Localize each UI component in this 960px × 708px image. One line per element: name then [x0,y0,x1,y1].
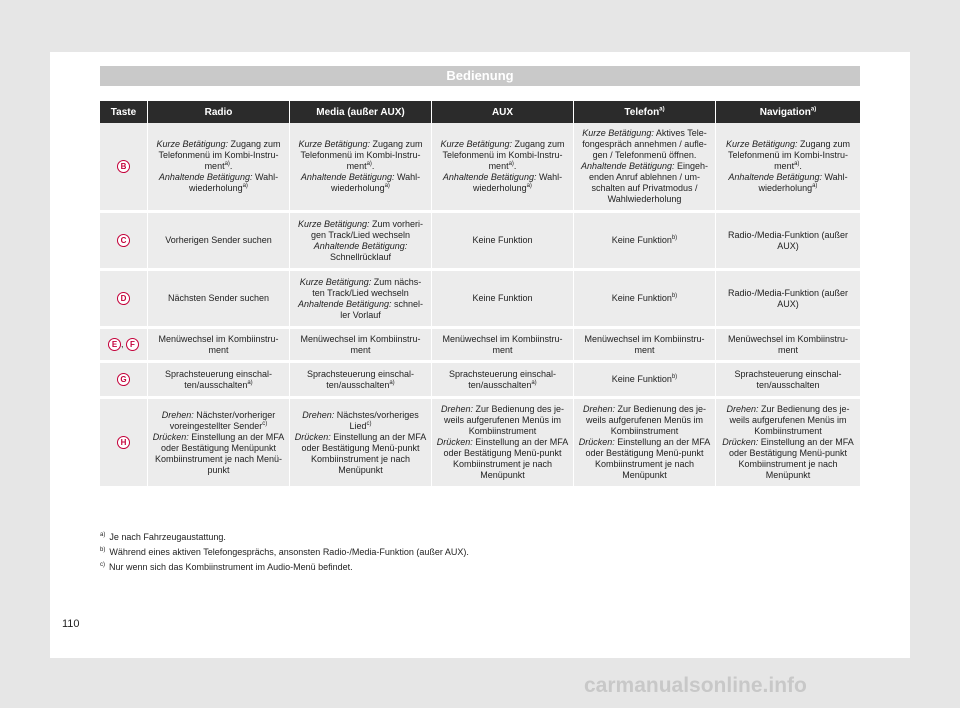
cell-radio [148,123,290,213]
cell-part [720,139,856,172]
cell-label-italic: Kurze Betätigung: [440,139,513,149]
cell-part [294,410,427,432]
footnote-mark: c) [262,420,268,427]
footnote-mark: a) [247,379,253,386]
key-cell [100,329,148,363]
cell-text: Zum vorheri-gen Track/Lied wechseln [310,218,424,240]
watermark: carmanualsonline.info [584,674,807,697]
key-cell [100,213,148,271]
section-header: Bedienung [100,66,860,86]
cell-part [720,437,856,481]
cell-text: . [371,161,375,171]
cell-part [152,172,285,194]
cell-label-italic: Drehen: [582,404,615,414]
cell-text: Sprachsteuerung einschal-ten/ausschalten [306,368,415,390]
footnote-mark: a) [384,183,390,189]
cell-text: Keine Funktion [611,374,672,384]
cell-aux [432,271,574,329]
footnote-text: Nur wenn sich das Kombiinstrument im Audio-Menü befindet. [109,562,353,572]
column-header [716,101,860,123]
cell-aux [432,329,574,363]
footnotes [100,530,860,575]
cell-text: Schnellrücklauf [329,251,392,262]
cell-aux [432,213,574,271]
footnote-mark: a) [794,161,800,167]
cell-part [152,139,285,172]
key-cell [100,271,148,329]
footnote-mark: a) [526,183,532,189]
footnote-mark: a) [812,183,818,189]
cell-media [290,213,432,271]
cell-text: . [229,161,233,171]
column-header [148,101,290,123]
cell-text: Einstellung an der MFA oder Bestätigung Menü-punkt Kombiinstrument je nach Menüpunkt [301,431,427,475]
table-row [100,123,860,213]
cell-telefon [574,271,716,329]
cell-text: Keine Funktion [611,235,672,245]
cell-text: Menüwechsel im Kombiinstru-ment [727,333,849,355]
footnote-text: Je nach Fahrzeugaustattung. [109,532,226,542]
cell-telefon [574,329,716,363]
cell-text: Zum nächs-ten Track/Lied wechseln [312,276,422,298]
key-badge-icon: E [108,338,121,351]
cell-part [294,139,427,172]
cell-text: Keine Funktion [472,235,533,245]
cell-text: . [799,161,802,171]
cell-label-italic: Anhaltende Betätigung: [728,172,822,182]
cell-text: Menüwechsel im Kombiinstru-ment [158,333,279,355]
column-header [432,101,574,123]
cell-navigation [716,329,860,363]
cell-part [578,161,711,205]
key-badge-icon: G [117,373,130,386]
cell-part [436,437,569,481]
cell-text: Wahl-wiederholung [473,172,563,193]
cell-label-italic: Kurze Betätigung: [582,128,654,138]
cell-text: Einstellung an der MFA oder Bestätigung Menü-punkt Kombiinstrument je nach Menüpunkt [443,437,569,480]
cell-text: Radio-/Media-Funktion (außer AUX) [727,287,849,309]
footnote-mark: c) [366,420,372,427]
cell-part [436,172,569,194]
cell-aux [432,363,574,399]
cell-media [290,329,432,363]
cell-text: Aktives Tele-fongespräch annehmen / aufle-gen / Telefonmenü öffnen. [582,128,707,160]
cell-navigation [716,213,860,271]
cell-label-italic: Drehen: [161,409,194,420]
cell-navigation [716,271,860,329]
cell-text: Nächstes/vorheriges Lied [334,409,419,431]
cell-label-italic: Drehen: [302,409,335,420]
footnote-mark: a) [242,183,248,189]
cell-telefon [574,123,716,213]
cell-label-italic: Drücken: [152,431,189,442]
cell-label-italic: Anhaltende Betätigung: [300,172,395,182]
cell-text: Keine Funktion [611,293,672,303]
column-header-label: Radio [204,106,233,118]
cell-text: Zugang zum Telefonmenü im Kombi-Instru-ment [442,139,565,171]
cell-part [436,139,569,172]
cell-label-italic: Kurze Betätigung: [298,139,371,149]
footnote [100,530,860,545]
cell-telefon [574,363,716,399]
controls-table [100,101,860,489]
cell-label-italic: Anhaltende Betätigung: [580,161,675,171]
cell-text: Sprachsteuerung einschal-ten/ausschalten [448,368,557,390]
footnote-mark: a) [810,106,817,113]
cell-part [578,437,711,481]
cell-label-italic: Drücken: [294,431,331,442]
cell-text: Keine Funktion [472,293,533,303]
cell-label-italic: Kurze Betätigung: [725,139,798,149]
cell-part [720,172,856,194]
column-header-label: AUX [491,106,514,118]
footnote [100,545,860,560]
cell-part [294,299,427,321]
cell-text: Zur Bedienung des je-weils aufgerufenen Menüs im Kombiinstrument [443,404,565,436]
cell-aux [432,123,574,213]
key-badge-icon: D [117,292,130,305]
cell-text: Nächster/vorheriger voreingestellter Sender [169,409,276,431]
footnote-mark: a) [100,532,106,538]
key-badge-icon: H [117,436,130,449]
key-separator: , [120,339,126,349]
cell-label-italic: Drücken: [578,437,615,447]
cell-text: Einstellung an der MFA oder Bestätigung Menüpunkt Kombiinstrument je nach Menü-punkt [154,431,285,475]
table-row [100,329,860,363]
cell-navigation [716,123,860,213]
cell-media [290,363,432,399]
footnote-mark: a) [531,379,537,386]
column-header [100,101,148,123]
cell-text: Eingeh-enden Anruf ablehnen / um-schalten auf Privatmodus / Wahlwiederholung [588,161,709,204]
footnote-mark: b) [671,293,678,299]
footnote-mark: c) [100,562,105,568]
cell-navigation [716,399,860,489]
table-row [100,399,860,489]
table-row [100,363,860,399]
cell-radio [148,399,290,489]
cell-label-italic: Anhaltende Betätigung: [158,172,253,182]
cell-text: Wahl-wiederholung [758,172,848,193]
cell-label-italic: Kurze Betätigung: [299,276,372,287]
cell-part [720,404,856,437]
footnote-mark: b) [100,547,106,553]
cell-label-italic: Drehen: [440,404,473,414]
cell-media [290,271,432,329]
cell-part [294,219,427,241]
key-badge-icon: C [117,234,130,247]
cell-label-italic: Drücken: [722,437,759,447]
key-badge-icon: B [117,160,130,173]
cell-text: Einstellung an der MFA oder Bestätigung Menü-punkt Kombiinstrument je nach Menüpunkt [585,437,711,480]
cell-radio [148,363,290,399]
cell-telefon [574,213,716,271]
cell-media [290,123,432,213]
cell-text: Menüwechsel im Kombiinstru-ment [584,333,705,355]
cell-media [290,399,432,489]
cell-part [294,172,427,194]
cell-part [294,432,427,476]
cell-label-italic: Drehen: [726,404,759,414]
key-cell [100,363,148,399]
cell-part [578,404,711,437]
key-badge-icon: F [126,338,139,351]
column-header [290,101,432,123]
cell-text: Vorherigen Sender suchen [165,235,272,245]
column-header-label: Taste [110,106,137,118]
cell-text: Zugang zum Telefonmenü im Kombi-Instru-ment [158,139,281,171]
footnote-mark: a) [508,161,514,167]
footnote-mark: a) [659,106,665,113]
cell-label-italic: Kurze Betätigung: [156,139,229,149]
footnote [100,560,860,575]
column-header-label: Media (außer AUX) [316,106,405,118]
cell-text: Einstellung an der MFA oder Bestätigung Menü-punkt Kombiinstrument je nach Menüpunkt [728,437,854,480]
cell-text: Zur Bedienung des je-weils aufgerufenen Menüs im Kombiinstrument [729,404,850,436]
cell-text: Nächsten Sender suchen [167,293,270,303]
cell-part [152,410,285,432]
cell-radio [148,329,290,363]
cell-part [436,404,569,437]
cell-part [578,128,711,161]
cell-text: Zugang zum Telefonmenü im Kombi-Instru-ment [300,139,423,171]
cell-text: schnel-ler Vorlauf [340,298,424,320]
column-header [574,101,716,123]
cell-text: Zur Bedienung des je-weils aufgerufenen Menüs im Kombiinstrument [585,404,707,436]
table-row [100,213,860,271]
footnote-mark: a) [366,161,372,167]
footnote-mark: b) [671,235,678,241]
cell-text: Sprachsteuerung einschal-ten/ausschalten [734,368,842,390]
cell-part [152,432,285,476]
footnote-text: Während eines aktiven Telefongesprächs, ansonsten Radio-/Media-Funktion (außer AUX). [109,547,469,557]
column-header-label: Navigation [759,106,811,118]
cell-radio [148,213,290,271]
page-number: 110 [62,618,80,630]
cell-label-italic: Anhaltende Betätigung: [442,172,537,182]
key-cell [100,123,148,213]
cell-text: Radio-/Media-Funktion (außer AUX) [727,229,849,251]
cell-text: Zugang zum Telefonmenü im Kombi-Instru-ment [727,139,851,171]
table-row [100,271,860,329]
key-cell [100,399,148,489]
cell-label-italic: Anhaltende Betätigung: [297,298,392,309]
cell-radio [148,271,290,329]
footnote-mark: a) [389,379,395,386]
cell-part [294,241,427,263]
cell-label-italic: Kurze Betätigung: [297,218,370,229]
cell-text: . [513,161,517,171]
footnote-mark: a) [224,161,230,167]
cell-label-italic: Anhaltende Betätigung: [313,240,408,251]
cell-part [294,277,427,299]
footnote-mark: b) [671,374,678,380]
column-header-label: Telefon [624,106,660,118]
cell-text: Menüwechsel im Kombiinstru-ment [442,333,563,355]
cell-label-italic: Drücken: [436,437,473,447]
cell-aux [432,399,574,489]
cell-telefon [574,399,716,489]
cell-text: Wahl-wiederholung [331,172,421,193]
cell-navigation [716,363,860,399]
cell-text: Sprachsteuerung einschal-ten/ausschalten [164,368,273,390]
cell-text: Wahl-wiederholung [189,172,279,193]
table-header-row [100,101,860,123]
cell-text: Menüwechsel im Kombiinstru-ment [300,333,421,355]
